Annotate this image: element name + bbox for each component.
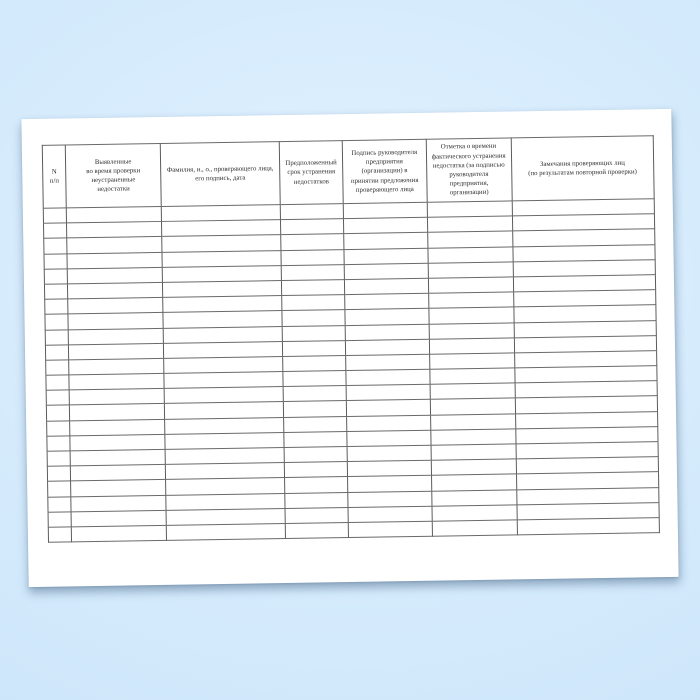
column-header-inspector-remarks: Замечания проверяющих лиц (по результатам повторной проверки) — [511, 136, 654, 201]
table-cell — [427, 216, 512, 233]
table-cell — [68, 298, 163, 315]
table-cell — [281, 280, 344, 296]
table-cell — [428, 277, 513, 294]
table-cell — [48, 481, 71, 497]
table-cell — [346, 369, 430, 386]
table-cell — [68, 313, 163, 330]
table-cell — [430, 368, 515, 385]
table-cell — [48, 512, 71, 528]
table-cell — [280, 204, 343, 220]
table-cell — [429, 353, 514, 370]
table-cell — [284, 416, 347, 432]
table-cell — [282, 295, 345, 311]
table-body — [43, 199, 659, 543]
table-cell — [71, 465, 166, 482]
table-cell — [428, 246, 513, 263]
table-cell — [43, 208, 66, 224]
table-cell — [47, 421, 70, 437]
table-cell — [46, 360, 69, 376]
table-cell — [67, 222, 162, 239]
table-cell — [345, 309, 429, 326]
table-cell — [430, 383, 515, 400]
table-cell — [344, 278, 428, 295]
column-header-manager-signature: Подпись руководителя предприятия (организации) в принятии предложения проверяющего лица — [342, 139, 427, 203]
table-cell — [428, 292, 513, 309]
table-cell — [347, 460, 431, 477]
table-cell — [283, 401, 346, 417]
table-cell — [344, 248, 428, 265]
inspection-log-table — [42, 135, 660, 543]
table-cell — [69, 358, 164, 375]
table-cell — [431, 444, 516, 461]
table-cell — [166, 523, 285, 540]
table-cell — [285, 507, 348, 523]
table-cell — [281, 219, 344, 235]
table-cell — [44, 238, 67, 254]
table-cell — [517, 518, 660, 535]
column-header-number: N п/п — [42, 145, 66, 208]
table-cell — [345, 293, 429, 310]
table-cell — [71, 495, 166, 512]
table-cell — [46, 405, 69, 421]
table-cell — [427, 201, 512, 218]
table-cell — [45, 314, 68, 330]
table-cell — [348, 521, 432, 538]
column-header-elimination-mark: Отметка о времени фактического устранения недостатка (за подписью руководителя предприятия, организации) — [426, 138, 512, 202]
table-cell — [47, 466, 70, 482]
table-cell — [71, 510, 166, 527]
table-cell — [430, 414, 515, 431]
column-header-inspector-name: Фамилия, и., о., проверяющего лица, его подпись, дата — [160, 142, 280, 207]
table-cell — [346, 354, 430, 371]
table-cell — [430, 398, 515, 415]
table-cell — [284, 462, 347, 478]
table-cell — [432, 520, 517, 537]
table-cell — [344, 263, 428, 280]
table-container — [42, 135, 660, 543]
table-cell — [429, 322, 514, 339]
document-page — [21, 109, 678, 587]
table-cell — [45, 329, 68, 345]
table-cell — [47, 436, 70, 452]
table-cell — [346, 400, 430, 417]
table-header-row — [42, 136, 654, 209]
table-cell — [343, 217, 427, 234]
table-cell — [345, 339, 429, 356]
table-cell — [431, 459, 516, 476]
table-cell — [44, 223, 67, 239]
table-cell — [429, 338, 514, 355]
table-cell — [283, 355, 346, 371]
table-cell — [44, 269, 67, 285]
table-cell — [282, 310, 345, 326]
table-cell — [67, 267, 162, 284]
table-cell — [70, 404, 165, 421]
table-cell — [343, 202, 427, 219]
column-header-estimated-term: Предположенный срок устранения недостатков — [279, 141, 343, 205]
table-cell — [45, 345, 68, 361]
table-cell — [68, 328, 163, 345]
column-header-found-defects: Выявленные во время проверки неустраненные недостатки — [65, 143, 161, 207]
table-cell — [346, 385, 430, 402]
table-cell — [347, 430, 431, 447]
table-cell — [48, 496, 71, 512]
table-cell — [48, 527, 71, 543]
table-cell — [44, 284, 67, 300]
table-cell — [67, 237, 162, 254]
table-cell — [284, 431, 347, 447]
table-cell — [71, 525, 166, 542]
table-cell — [44, 253, 67, 269]
table-cell — [282, 340, 345, 356]
table-cell — [281, 264, 344, 280]
table-cell — [430, 429, 515, 446]
table-cell — [45, 299, 68, 315]
table-cell — [47, 451, 70, 467]
table-cell — [71, 480, 166, 497]
table-cell — [285, 522, 348, 538]
table-cell — [46, 390, 69, 406]
table-cell — [285, 477, 348, 493]
table-cell — [429, 307, 514, 324]
table-cell — [344, 233, 428, 250]
table-cell — [431, 489, 516, 506]
table-cell — [345, 324, 429, 341]
table-cell — [68, 282, 163, 299]
table-cell — [348, 506, 432, 523]
table-cell — [347, 445, 431, 462]
table-cell — [285, 492, 348, 508]
table-cell — [70, 419, 165, 436]
table-cell — [281, 234, 344, 250]
table-cell — [427, 231, 512, 248]
table-cell — [347, 476, 431, 493]
table-cell — [281, 249, 344, 265]
table-cell — [428, 262, 513, 279]
table-cell — [46, 375, 69, 391]
table-cell — [69, 389, 164, 406]
table-cell — [70, 449, 165, 466]
table-cell — [66, 206, 161, 223]
table-cell — [67, 252, 162, 269]
table-cell — [347, 415, 431, 432]
table-cell — [69, 373, 164, 390]
table-cell — [69, 343, 164, 360]
table-cell — [283, 371, 346, 387]
table-cell — [282, 325, 345, 341]
table-cell — [70, 434, 165, 451]
table-cell — [283, 386, 346, 402]
table-cell — [432, 505, 517, 522]
table-cell — [284, 447, 347, 463]
table-cell — [348, 491, 432, 508]
table-cell — [431, 474, 516, 491]
